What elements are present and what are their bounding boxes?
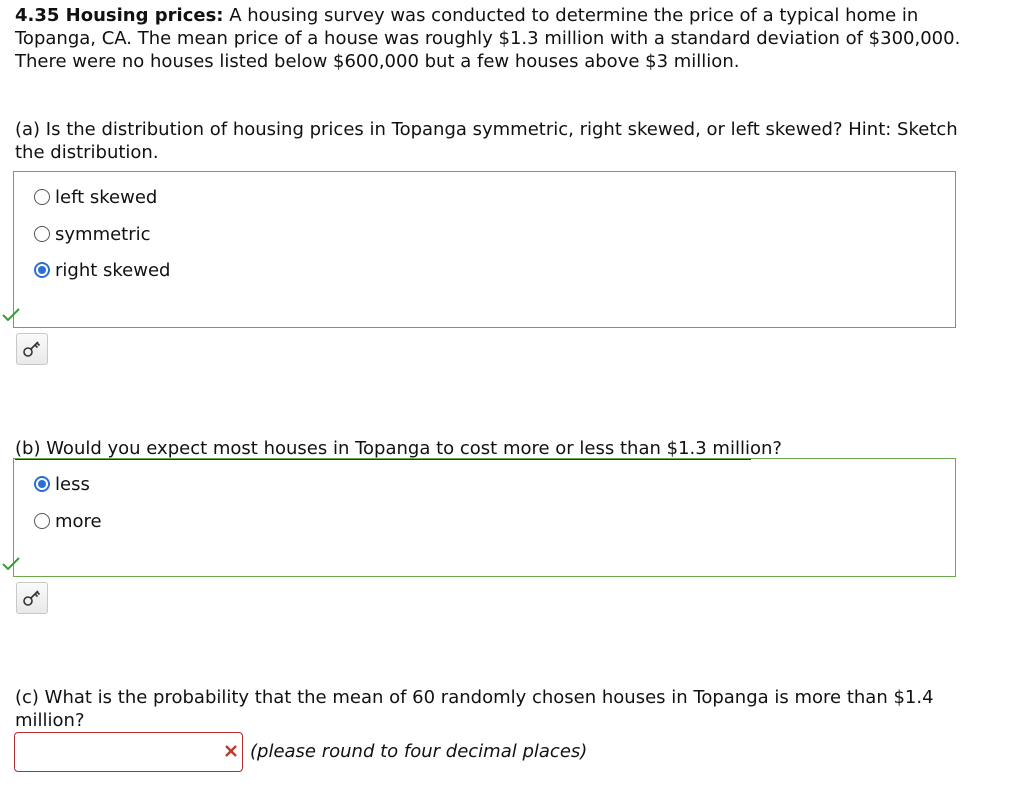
part-c-answer-input[interactable] [14, 732, 243, 772]
check-icon [1, 306, 21, 322]
part-c-question: (c) What is the probability that the mean of 60 randomly chosen houses in Topanga is more than $1.4 million? [15, 687, 934, 731]
x-icon [222, 742, 240, 760]
part-b-key-button[interactable] [16, 582, 48, 614]
part-a-question: (a) Is the distribution of housing prices in Topanga symmetric, right skewed, or left skewed? Hint: Sketch the distribution. [15, 119, 958, 163]
part-b-question: (b) Would you expect most houses in Topanga to cost more or less than $1.3 million? [15, 438, 782, 459]
part-a-key-button[interactable] [16, 333, 48, 365]
part-b-option-less[interactable] [34, 472, 90, 496]
part-b-answer-box [13, 458, 956, 577]
part-a-option-left-skewed[interactable] [34, 185, 157, 209]
option-label: left skewed [55, 186, 158, 208]
radio-button[interactable] [34, 226, 50, 242]
option-label: right skewed [55, 259, 171, 281]
option-label: more [55, 510, 102, 532]
part-c-hint: (please round to four decimal places) [250, 741, 588, 762]
radio-button[interactable] [34, 189, 50, 205]
problem-title: 4.35 Housing prices: [15, 5, 224, 26]
option-label: symmetric [55, 223, 151, 245]
radio-button[interactable] [34, 513, 50, 529]
problem-statement [15, 4, 975, 73]
part-a-option-symmetric[interactable] [34, 222, 151, 246]
part-a-option-right-skewed[interactable] [34, 258, 170, 282]
key-icon [22, 339, 42, 359]
key-icon [22, 588, 42, 608]
part-b-option-more[interactable] [34, 509, 102, 533]
radio-button-selected[interactable] [34, 262, 50, 278]
radio-button-selected[interactable] [34, 476, 50, 492]
option-label: less [55, 473, 90, 495]
problem-text: A housing survey was conducted to determine the price of a typical home in Topanga, CA. The mean price of a house was roughly $1.3 million with a standard deviation of $300,000. There were no houses listed below $600,000 but a few houses above $3 million. [15, 5, 961, 72]
check-icon [1, 555, 21, 571]
